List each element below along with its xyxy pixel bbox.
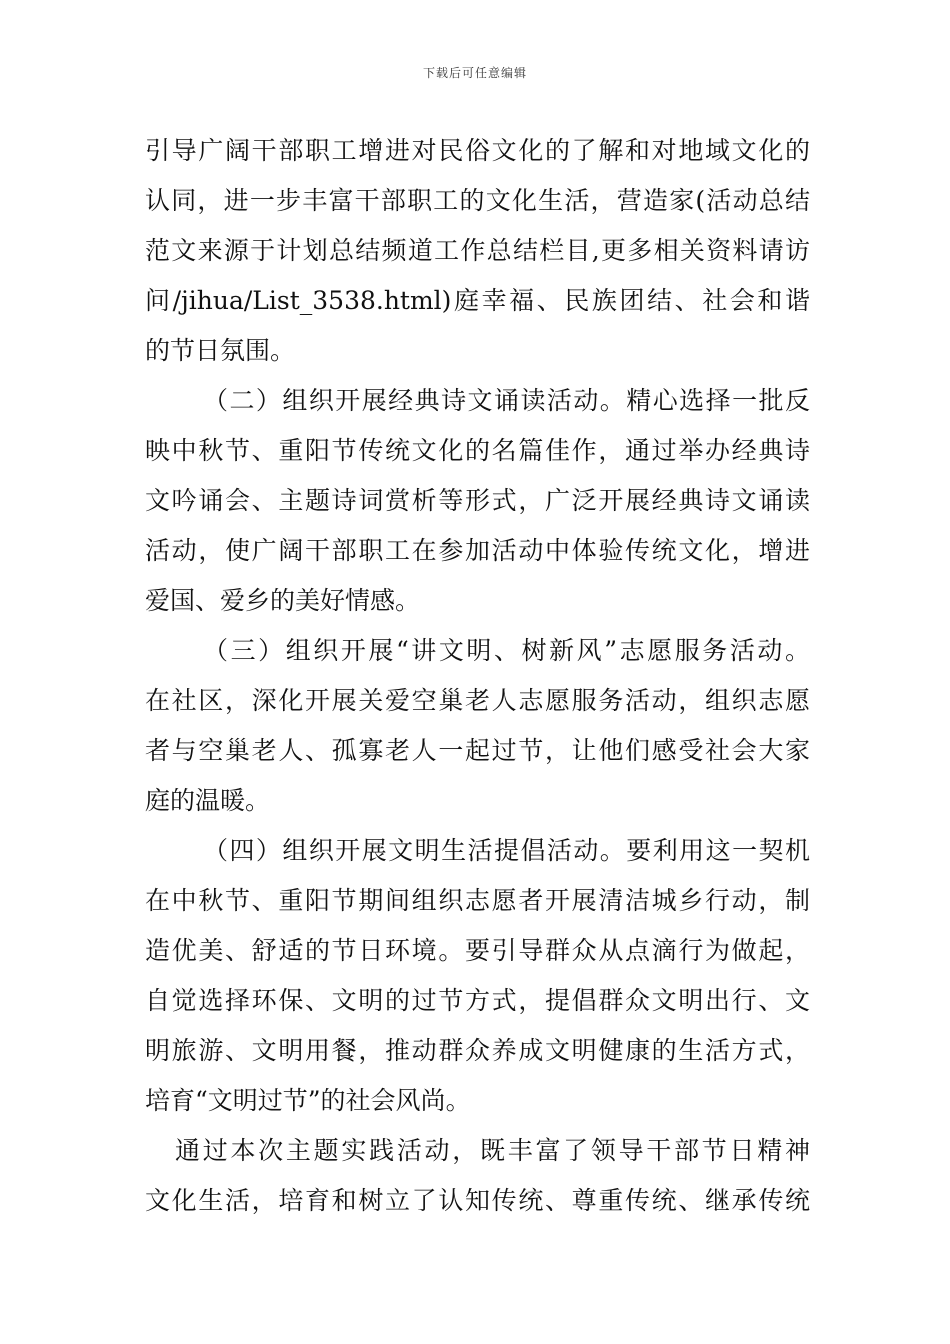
text-line: （三）组织开展“讲文明、树新风”志愿服务活动。 (203, 636, 810, 665)
text-line: 问/jihua/List_3538.html)庭幸福、民族团结、社会和谐 (145, 286, 810, 315)
text-line: 自觉选择环保、文明的过节方式，提倡群众文明出行、文 (145, 986, 810, 1015)
text-line: 映中秋节、重阳节传统文化的名篇佳作，通过举办经典诗 (145, 436, 810, 465)
text-line: 在中秋节、重阳节期间组织志愿者开展清洁城乡行动，制 (145, 886, 810, 915)
text-line: 庭的温暖。 (145, 786, 271, 815)
text-line: 造优美、舒适的节日环境。要引导群众从点滴行为做起， (145, 936, 810, 965)
text-line: 明旅游、文明用餐，推动群众养成文明健康的生活方式， (145, 1036, 810, 1065)
page-header: 下载后可任意编辑 (422, 66, 527, 80)
text-line: 者与空巢老人、孤寡老人一起过节，让他们感受社会大家 (145, 736, 810, 765)
text-line: 爱国、爱乡的美好情感。 (145, 586, 421, 615)
document-body (145, 126, 810, 1226)
text-line: 文吟诵会、主题诗词赏析等形式，广泛开展经典诗文诵读 (145, 486, 810, 515)
text-line: 文化生活，培育和树立了认知传统、尊重传统、继承传统 (145, 1186, 810, 1215)
text-line: 认同，进一步丰富干部职工的文化生活，营造家(活动总结 (145, 186, 810, 215)
text-line: （四）组织开展文明生活提倡活动。要利用这一契机 (203, 836, 810, 865)
text-line: 范文来源于计划总结频道工作总结栏目,更多相关资料请访 (145, 236, 810, 265)
text-line: （二）组织开展经典诗文诵读活动。精心选择一批反 (203, 386, 810, 415)
text-line: 活动，使广阔干部职工在参加活动中体验传统文化，增进 (145, 536, 810, 565)
text-line: 通过本次主题实践活动，既丰富了领导干部节日精神 (175, 1136, 810, 1165)
text-line: 引导广阔干部职工增进对民俗文化的了解和对地域文化的 (145, 136, 810, 165)
text-line: 培育“文明过节”的社会风尚。 (145, 1086, 471, 1115)
text-line: 的节日氛围。 (145, 336, 296, 365)
text-line: 在社区，深化开展关爱空巢老人志愿服务活动，组织志愿 (145, 686, 810, 715)
